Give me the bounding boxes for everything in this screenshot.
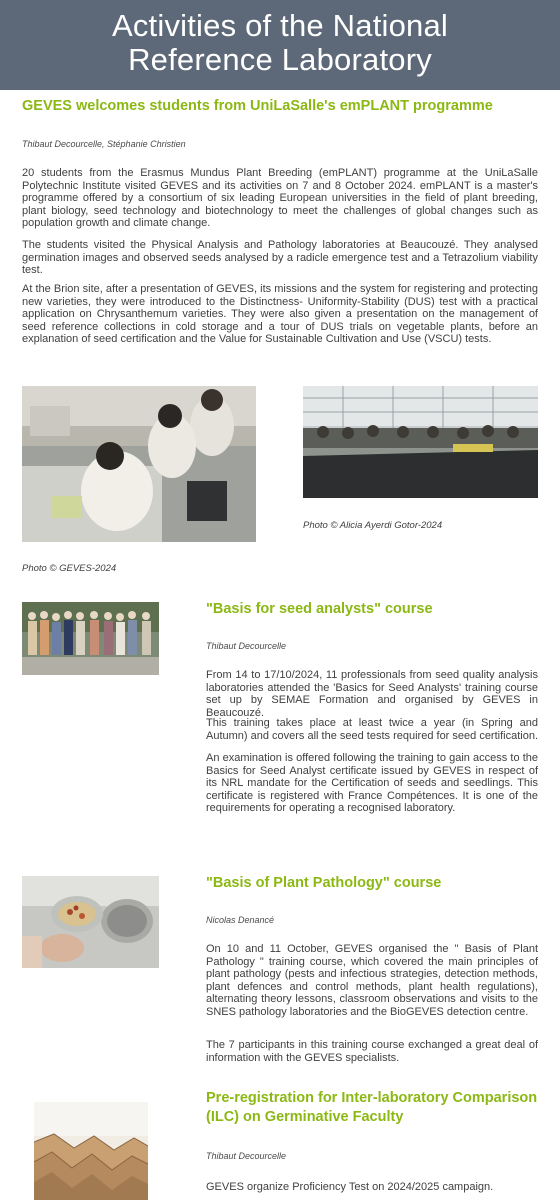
article-title-seed-analysts: "Basis for seed analysts" course	[206, 601, 433, 617]
photo-caption-greenhouse: Photo © Alicia Ayerdi Gotor-2024	[303, 520, 443, 531]
article-authors-seed-analysts: Thibaut Decourcelle	[206, 641, 287, 651]
article-paragraph: GEVES organize Proficiency Test on 2024/2025 campaign.	[206, 1181, 494, 1193]
article-paragraph: An examination is offered following the training to gain access to the Basics for Seed Analyst certificate issued by GEVES in respect of its NRL mandate for the Certification of seeds and seedlings. This certificate is registered with France Compétences. It is one of the requirements for operating a recognised laboratory.	[206, 752, 538, 814]
photo-seed-analysts-group	[22, 602, 159, 675]
article-authors-ilc: Thibaut Decourcelle	[206, 1151, 287, 1161]
photo-lab-students	[22, 386, 256, 542]
photo-petri-dishes	[22, 876, 159, 968]
page-header-banner	[0, 0, 560, 90]
article-title-emplant: GEVES welcomes students from UniLaSalle's emPLANT programme	[22, 98, 493, 114]
photo-caption-lab: Photo © GEVES-2024	[22, 563, 117, 574]
article-title-plant-pathology: "Basis of Plant Pathology" course	[206, 875, 442, 891]
photo-greenhouse	[303, 386, 538, 498]
article-paragraph: From 14 to 17/10/2024, 11 professionals from seed quality analysis laboratories attended the 'Basics for Seed Analysts' training course set up by SEMAE Formation and organised by GEVES in Beaucouzé.	[206, 669, 538, 719]
article-title-ilc	[206, 1089, 546, 1127]
page-title-line-1: Activities of the National	[111, 8, 449, 43]
article-paragraph: At the Brion site, after a presentation of GEVES, its missions and the system for registering and protecting new varieties, they were introduced to the Distinctness- Uniformity-Stability (DUS) test with a practical application on Chrysanthemum varieties. They were also given a presentation on the management of seed reference collections in cold storage and a tour of DUS trials on vegetable plants, before an explanation of seed certification and the Value for Sustainable Cultivation and Use (VSCU) tests.	[22, 283, 538, 345]
article-paragraph: The students visited the Physical Analysis and Pathology laboratories at Beaucouzé. They analysed germination images and observed seeds analysed by a radicle emergence test and a Tetrazolium viability test.	[22, 239, 538, 276]
photo-germination-trays	[34, 1102, 148, 1200]
article-title-ilc-line-1: Pre-registration for Inter-laboratory Comparison	[206, 1090, 538, 1106]
article-title-ilc-line-2: (ILC) on Germinative Faculty	[206, 1109, 404, 1125]
article-authors-plant-pathology: Nicolas Denancé	[206, 915, 275, 925]
article-paragraph: On 10 and 11 October, GEVES organised the " Basis of Plant Pathology " training course, which covered the main principles of plant pathology (pests and infectious strategies, detection methods, plant defences and control methods, plant health regulations), alternating theory lessons, classroom observations and visits to the SNES pathology laboratories and the BioGEVES detection centre.	[206, 943, 538, 1018]
article-paragraph: 20 students from the Erasmus Mundus Plant Breeding (emPLANT) programme at the UniLaSalle Polytechnic Institute visited GEVES and its activities on 7 and 8 October 2024. emPLANT is a master's programme offered by a consortium of six leading European universities in the field of plant breeding, plant biology, seed technology and biotechnology to meet the challenges of global changes such as population growth and climate change.	[22, 167, 538, 229]
page-title-line-2: Reference Laboratory	[128, 42, 432, 77]
article-authors-emplant: Thibaut Decourcelle, Stéphanie Christien	[22, 139, 186, 149]
article-paragraph: This training takes place at least twice a year (in Spring and Autumn) and covers all the seed tests required for seed certification.	[206, 717, 539, 742]
article-paragraph: The 7 participants in this training course exchanged a great deal of information with the GEVES specialists.	[206, 1039, 538, 1064]
